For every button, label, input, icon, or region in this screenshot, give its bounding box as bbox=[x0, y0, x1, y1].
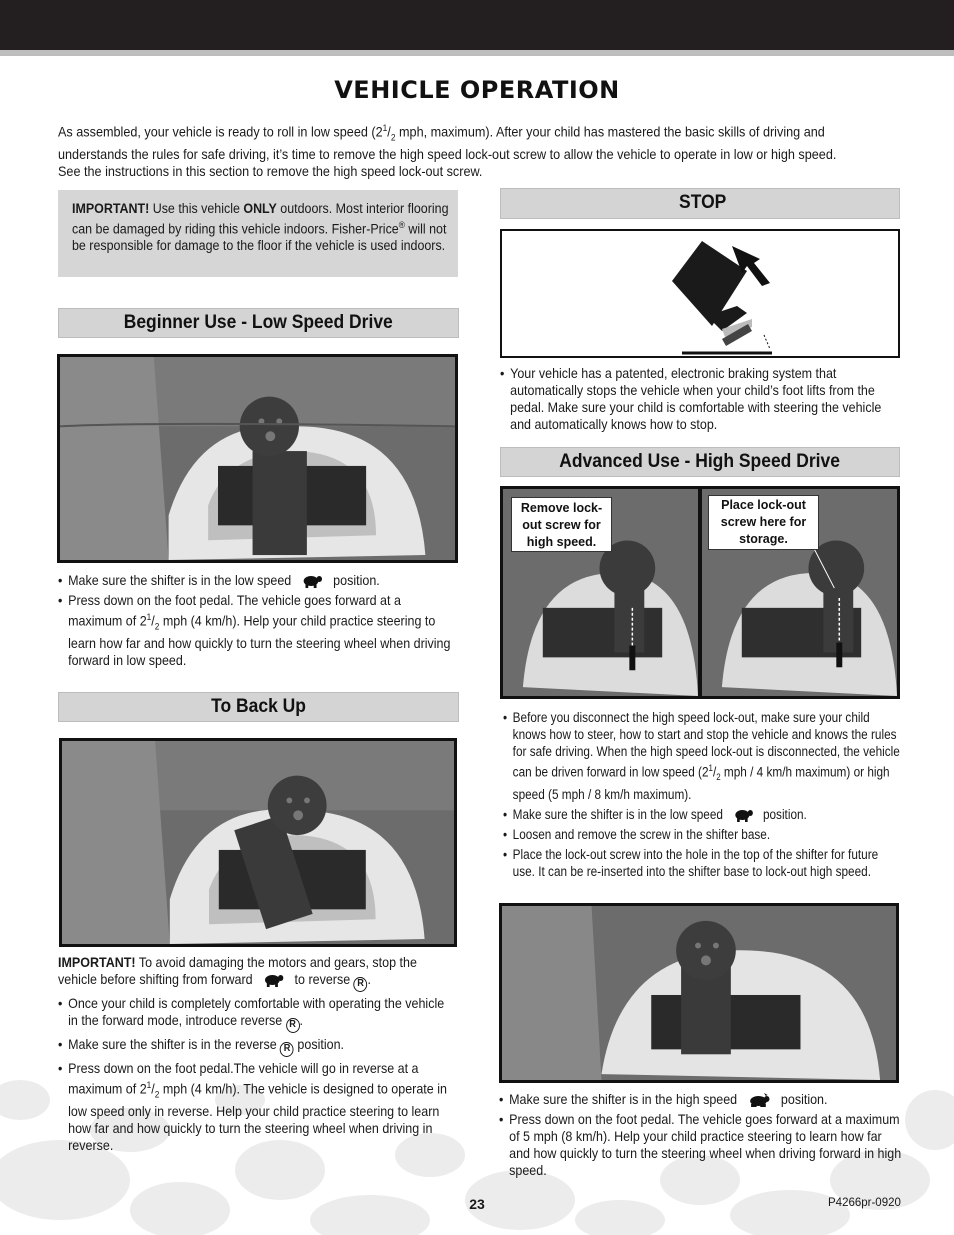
list-item: • Your vehicle has a patented, electronic braking system that automatically stops the vehicle when your child’s foot lifts from the pedal. Make sure your child is comfortable with steering the vehicle and automatically knows how to stop. bbox=[500, 365, 905, 433]
section-header-stop: STOP bbox=[500, 188, 900, 219]
section-header-advanced: Advanced Use - High Speed Drive bbox=[500, 447, 900, 477]
reverse-r-icon: R bbox=[354, 977, 368, 992]
header-underline bbox=[0, 50, 954, 56]
document-code: P4266pr-0920 bbox=[828, 1197, 901, 1209]
list-item: • Press down on the foot pedal. The vehicle goes forward at a maximum of $2^1/_2$ mph (4 km/h). Help your child practice steering to learn how far and how quickly to turn the steering wheel when driving forward in low speed. bbox=[58, 592, 455, 669]
list-item: • Make sure the shifter is in the reverse R position. bbox=[58, 1036, 455, 1057]
list-item: • Make sure the shifter is in the low speed position. bbox=[503, 806, 901, 823]
list-item: • Make sure the shifter is in the low speed position. bbox=[58, 572, 455, 589]
section-header-back-up: To Back Up bbox=[58, 692, 459, 722]
header-bar bbox=[0, 0, 954, 50]
list-item: • Loosen and remove the screw in the shifter base. bbox=[503, 826, 901, 843]
shifter-low-speed-photo bbox=[57, 354, 458, 563]
list-item: • Once your child is completely comfortable with operating the vehicle in the forward mode, introduce reverse R . bbox=[58, 995, 455, 1033]
high-speed-instructions bbox=[499, 1091, 905, 1182]
pedal-illustration bbox=[500, 229, 900, 358]
page-number: 23 bbox=[469, 1196, 485, 1212]
reverse-r-icon: R bbox=[286, 1018, 300, 1033]
shifter-reverse-photo bbox=[59, 738, 457, 947]
callout-place-screw: Place lock-out screw here for storage. bbox=[708, 495, 819, 550]
list-item: • Press down on the foot pedal.The vehicle will go in reverse at a maximum of $2^1/_2$ mph (4 km/h). The vehicle is designed to operate in low speed only in reverse. Help your child practice steering to learn how far and how quickly to turn the steering wheel when driving in reverse. bbox=[58, 1060, 455, 1154]
section-header-beginner: Beginner Use - Low Speed Drive bbox=[58, 308, 459, 338]
back-up-instructions bbox=[58, 954, 458, 1157]
important-note: IMPORTANT! To avoid damaging the motors and gears, stop the vehicle before shifting from forward to reverse R . bbox=[58, 954, 455, 992]
page-title: VEHICLE OPERATION bbox=[334, 76, 620, 104]
turtle-forward-icon bbox=[263, 973, 283, 987]
reverse-r-icon: R bbox=[280, 1042, 294, 1057]
turtle-low-speed-icon bbox=[733, 808, 752, 822]
beginner-instructions bbox=[58, 572, 458, 672]
list-item: • Before you disconnect the high speed lock-out, make sure your child knows how to steer, how to start and stop the vehicle and knows the rules for safe driving. When the high speed lock-out is disconnected, the vehicle can be driven forward in low speed ($2^1/_2$ mph / 4 km/h maximum) or high speed (5 mph / 8 km/h maximum). bbox=[503, 709, 901, 803]
callout-remove-screw: Remove lock-out screw for high speed. bbox=[511, 497, 612, 552]
rabbit-high-speed-icon bbox=[748, 1093, 770, 1107]
shifter-high-speed-photo bbox=[499, 903, 899, 1083]
list-item: • Make sure the shifter is in the high speed position. bbox=[499, 1091, 904, 1108]
list-item: • Press down on the foot pedal. The vehicle goes forward at a maximum of 5 mph (8 km/h). Help your child practice steering to learn how far and how quickly to turn the steering wheel when driving forward in high speed. bbox=[499, 1111, 904, 1179]
advanced-instructions bbox=[503, 709, 903, 883]
intro-paragraph: As assembled, your vehicle is ready to roll in low speed ($2^1/_2$ mph, maximum). After your child has mastered the basic skills of driving and understands the rules for safe driving, it’s time to remove the high speed lock-out screw to allow the vehicle to operate in low or high speed. See the instructions in this section to remove the high speed lock-out screw. bbox=[58, 123, 837, 180]
stop-instructions bbox=[500, 365, 906, 436]
turtle-low-speed-icon bbox=[302, 574, 322, 588]
important-notice: IMPORTANT! Use this vehicle ONLY outdoors. Most interior flooring can be damaged by riding this vehicle indoors. Fisher-Price® will not be responsible for damage to the floor if the vehicle is used indoors. bbox=[58, 190, 458, 277]
list-item: • Place the lock-out screw into the hole in the top of the shifter for future use. It can be re-inserted into the shifter base to lock-out high speed. bbox=[503, 846, 901, 880]
